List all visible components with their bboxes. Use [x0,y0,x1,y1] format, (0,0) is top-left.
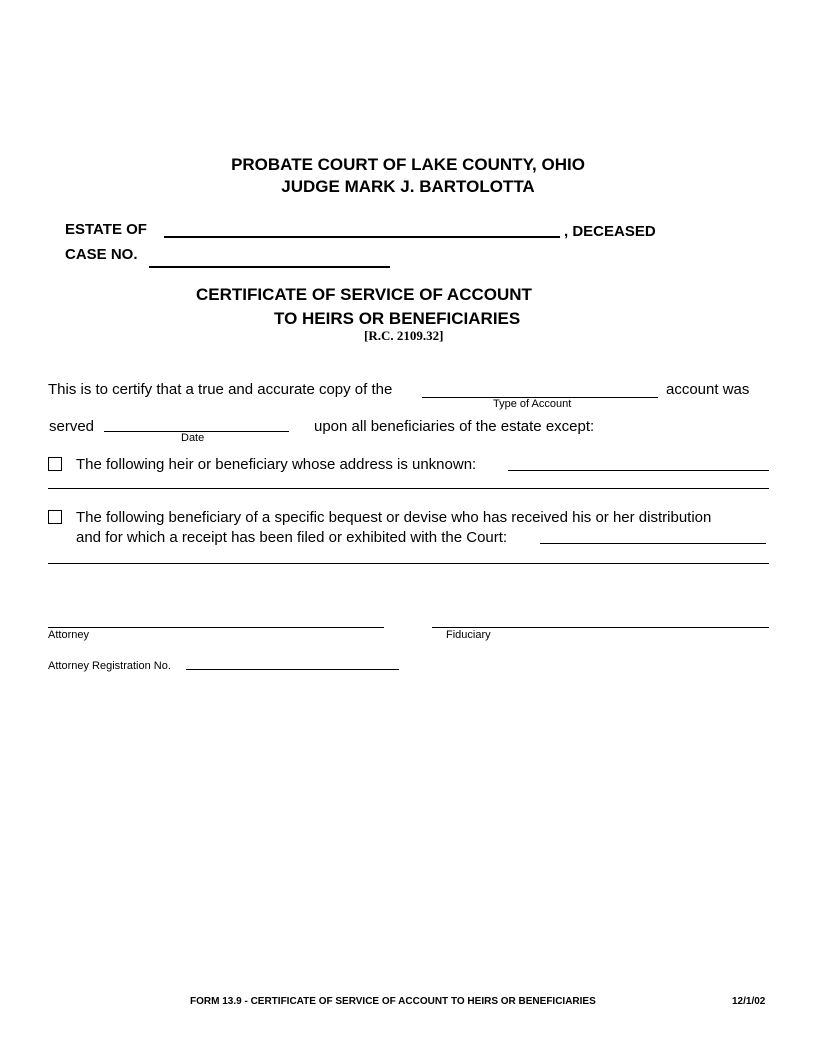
estate-label: ESTATE OF [65,221,147,238]
statute-reference: [R.C. 2109.32] [364,328,444,343]
form-title-line1: CERTIFICATE OF SERVICE OF ACCOUNT [196,285,532,304]
unknown-address-field[interactable] [508,470,769,471]
case-no-field[interactable] [149,266,390,268]
specific-bequest-field-2[interactable] [48,563,769,564]
specific-bequest-field[interactable] [540,543,766,544]
attorney-caption: Attorney [48,629,89,641]
fiduciary-caption: Fiduciary [446,629,491,641]
served-text: upon all beneficiaries of the estate except: [314,418,595,435]
specific-bequest-checkbox[interactable] [48,510,62,524]
account-was-text: account was [666,381,750,398]
form-title-line2: TO HEIRS OR BENEFICIARIES [274,309,521,328]
attorney-registration-field[interactable] [186,669,399,670]
unknown-address-text: The following heir or beneficiary whose address is unknown: [76,456,477,473]
footer-revision-date: 12/1/02 [732,996,766,1007]
court-name: PROBATE COURT OF LAKE COUNTY, OHIO [231,155,585,174]
fiduciary-signature-field[interactable] [432,627,769,628]
account-type-caption: Type of Account [493,398,572,410]
date-caption: Date [181,432,205,444]
estate-name-field[interactable] [164,236,560,238]
deceased-label: , DECEASED [564,223,656,240]
attorney-signature-field[interactable] [48,627,384,628]
specific-bequest-text-2: and for which a receipt has been filed or exhibited with the Court: [76,529,508,546]
judge-name: JUDGE MARK J. BARTOLOTTA [281,177,535,196]
specific-bequest-text-1: The following beneficiary of a specific bequest or devise who has received his or her distribution [76,509,712,526]
served-label: served [49,418,95,435]
attorney-registration-label: Attorney Registration No. [48,660,171,672]
footer-form-name: FORM 13.9 - CERTIFICATE OF SERVICE OF ACCOUNT TO HEIRS OR BENEFICIARIES [190,996,596,1007]
unknown-address-field-2[interactable] [48,488,769,489]
certify-text: This is to certify that a true and accurate copy of the [48,381,393,398]
case-no-label: CASE NO. [65,246,138,263]
unknown-address-checkbox[interactable] [48,457,62,471]
